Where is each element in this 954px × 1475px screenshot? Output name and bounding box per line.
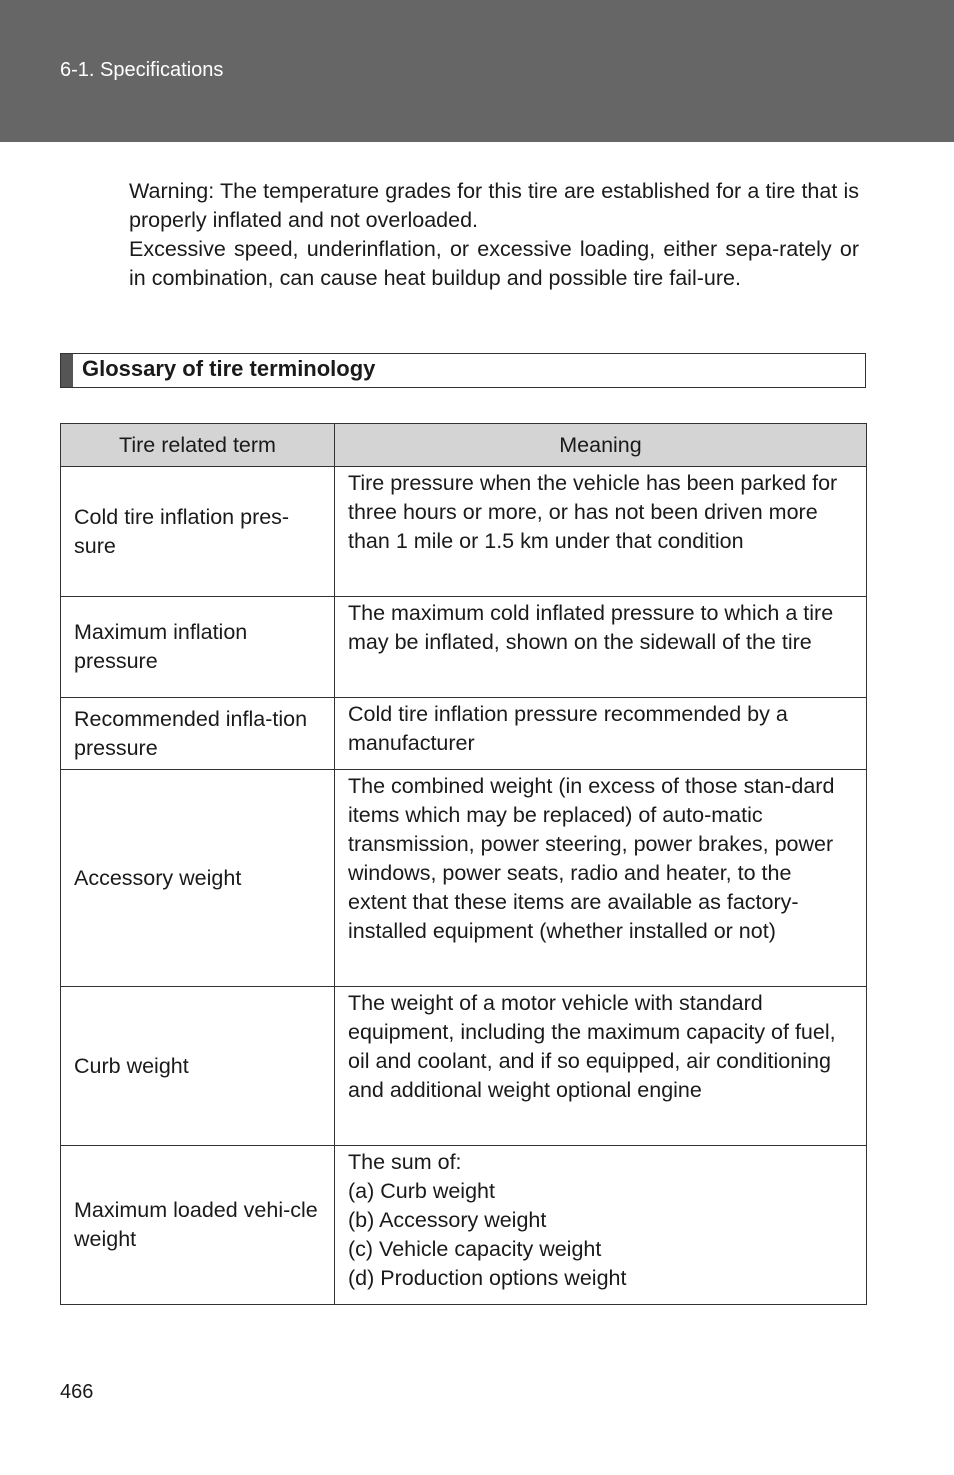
meaning-cell <box>335 1146 867 1305</box>
term-cell: Recommended infla-tion pressure <box>61 698 335 770</box>
meaning-cell: The maximum cold inflated pressure to which a tire may be inflated, shown on the sidewall of the tire <box>335 597 867 698</box>
meaning-line: (b) Accessory weight <box>348 1208 547 1232</box>
meaning-line: (a) Curb weight <box>348 1179 495 1203</box>
term-cell: Accessory weight <box>61 770 335 987</box>
column-header-meaning: Meaning <box>335 424 867 467</box>
section-title: 6-1. Specifications <box>60 59 224 81</box>
meaning-line: (c) Vehicle capacity weight <box>348 1237 602 1261</box>
column-header-term: Tire related term <box>61 424 335 467</box>
term-cell: Maximum loaded vehi-cle weight <box>61 1146 335 1305</box>
warning-text <box>129 177 859 293</box>
table-row <box>61 467 867 597</box>
table-row <box>61 770 867 987</box>
warning-paragraph-1: Warning: The temperature grades for this tire are established for a tire that is properly inflated and not overloaded. <box>129 179 859 232</box>
table-row <box>61 987 867 1146</box>
table-row <box>61 597 867 698</box>
glossary-heading <box>60 353 866 388</box>
page-header <box>0 0 954 142</box>
meaning-cell: The weight of a motor vehicle with standard equipment, including the maximum capacity of fuel, oil and coolant, and if so equipped, air conditioning and additional weight optional engine <box>335 987 867 1146</box>
page-number: 466 <box>60 1381 94 1403</box>
meaning-cell: Tire pressure when the vehicle has been parked for three hours or more, or has not been driven more than 1 mile or 1.5 km under that condition <box>335 467 867 597</box>
warning-paragraph-2: Excessive speed, underinflation, or excessive loading, either sepa-rately or in combination, can cause heat buildup and possible tire fail-ure. <box>129 237 859 290</box>
table-row <box>61 1146 867 1305</box>
term-cell: Cold tire inflation pres-sure <box>61 467 335 597</box>
glossary-table <box>60 423 867 1305</box>
table-row <box>61 698 867 770</box>
meaning-line: (d) Production options weight <box>348 1266 627 1290</box>
heading-accent-bar <box>61 354 73 387</box>
table-header-row <box>61 424 867 467</box>
term-cell: Curb weight <box>61 987 335 1146</box>
term-cell: Maximum inflation pressure <box>61 597 335 698</box>
meaning-cell: The combined weight (in excess of those stan-dard items which may be replaced) of auto-matic transmission, power steering, power brakes, power windows, power seats, radio and heater, to the extent that these items are available as factory-installed equipment (whether installed or not) <box>335 770 867 987</box>
meaning-cell: Cold tire inflation pressure recommended by a manufacturer <box>335 698 867 770</box>
glossary-title: Glossary of tire terminology <box>82 356 376 381</box>
meaning-line: The sum of: <box>348 1150 462 1174</box>
